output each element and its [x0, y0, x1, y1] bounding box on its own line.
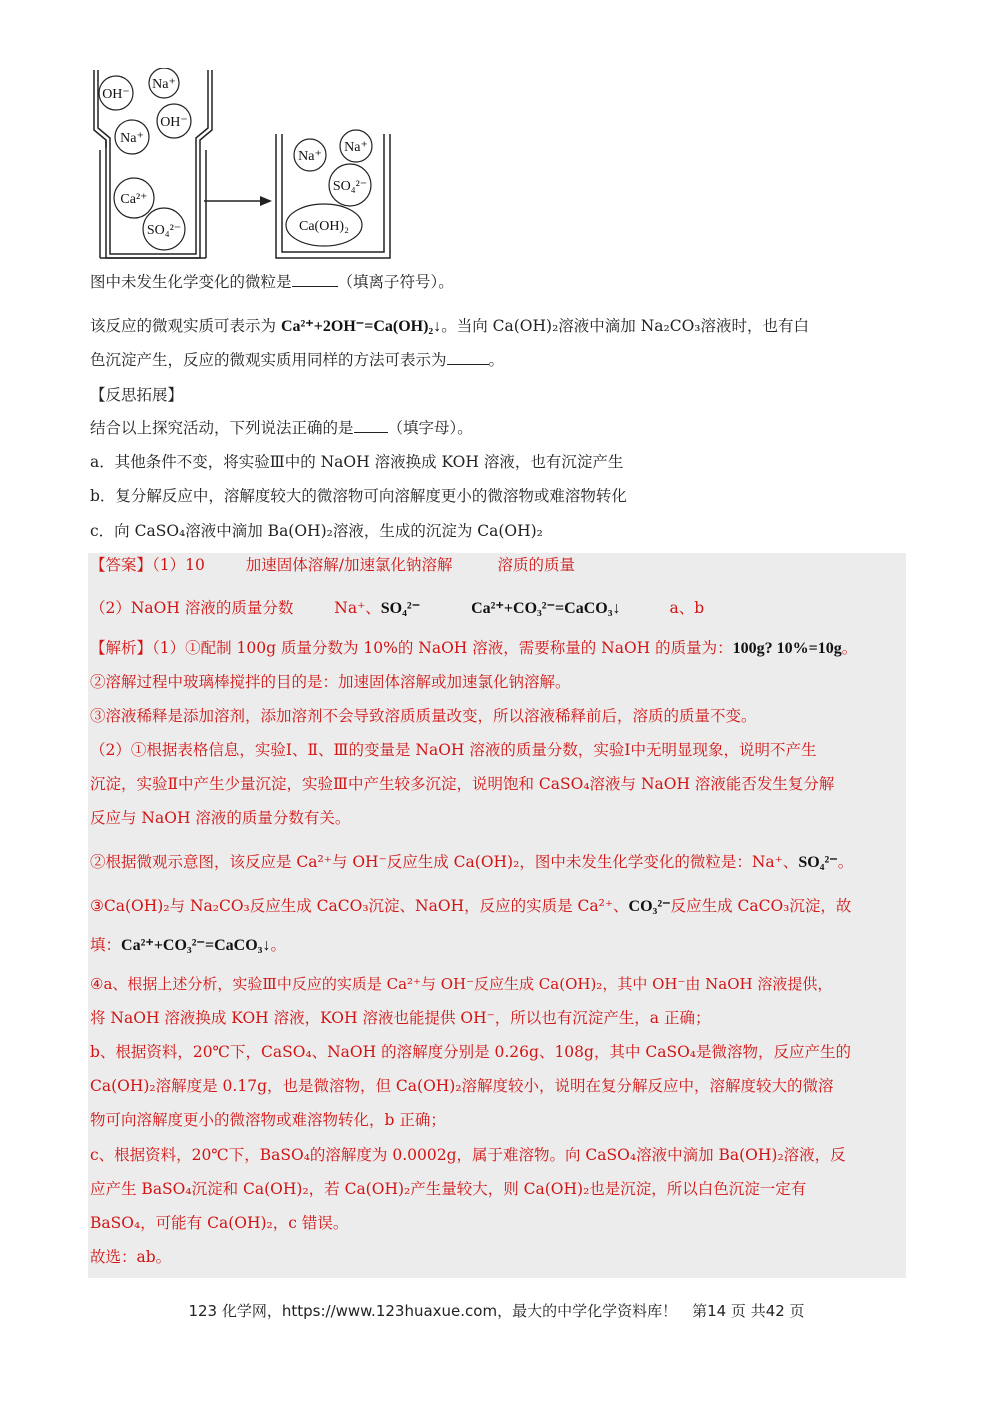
analysis-3: ③溶液稀释是添加溶剂，添加溶剂不会导致溶质质量改变，所以溶液稀释前后，溶质的质量不变。: [90, 707, 757, 725]
question-2: 图中未发生化学变化的微粒是 （填离子符号）。: [90, 273, 454, 291]
answer-line-2: （2）NaOH 溶液的质量分数 Na⁺、SO₄²⁻ Ca²⁺+CO₃²⁻=CaCO₃↓ a、b: [90, 599, 705, 617]
analysis-9b: Ca(OH)₂溶解度是 0.17g，也是微溶物，但 Ca(OH)₂溶解度较小，说明在复分解反应中，溶解度较大的微溶: [90, 1077, 834, 1095]
ion-label: Ca²⁺: [120, 192, 148, 207]
ion-label: Ca(OH)₂: [299, 219, 349, 234]
analysis-10b: 应产生 BaSO₄沉淀和 Ca(OH)₂，若 Ca(OH)₂产生量较大，则 Ca(OH)₂也是沉淀，所以白色沉淀一定有: [90, 1180, 807, 1198]
analysis-2: ②溶解过程中玻璃棒搅拌的目的是：加速固体溶解或加速氯化钠溶解。: [90, 673, 571, 691]
analysis-5: ②根据微观示意图，该反应是 Ca²⁺与 OH⁻反应生成 Ca(OH)₂，图中未发生化学变化的微粒是：Na⁺、SO₄²⁻。: [90, 853, 854, 871]
analysis-4c: 反应与 NaOH 溶液的质量分数有关。: [90, 809, 351, 827]
answer-blank: [447, 350, 489, 365]
analysis-10c: BaSO₄，可能有 Ca(OH)₂，c 错误。: [90, 1214, 349, 1232]
ion-label: SO₄²⁻: [332, 179, 368, 194]
analysis-7: 填：Ca²⁺+CO₃²⁻=CaCO₃↓。: [90, 936, 286, 954]
option-b: b．复分解反应中，溶解度较大的微溶物可向溶解度更小的微溶物或难溶物转化: [90, 487, 627, 505]
option-c: c．向 CaSO₄溶液中滴加 Ba(OH)₂溶液，生成的沉淀为 Ca(OH)₂: [90, 522, 543, 540]
reaction-arrow: [204, 196, 272, 206]
analysis-8b: 将 NaOH 溶液换成 KOH 溶液，KOH 溶液也能提供 OH⁻，所以也有沉淀产生，a 正确；: [90, 1009, 711, 1027]
answer-blank: [354, 418, 388, 433]
page-footer: 123 化学网，https://www.123huaxue.com，最大的中学化学资料库！ 第14 页 共42 页: [188, 1302, 805, 1320]
ion-label: Na⁺: [120, 131, 144, 146]
analysis-1: 【解析】（1）①配制 100g 质量分数为 10%的 NaOH 溶液，需要称量的 NaOH 的质量为：100g? 10%=10g。: [90, 639, 858, 657]
ionic-equation: Ca²⁺+2OH⁻=Ca(OH)₂↓: [280, 318, 442, 335]
ion-label: Na⁺: [298, 149, 322, 164]
analysis-4b: 沉淀，实验Ⅱ中产生少量沉淀，实验Ⅲ中产生较多沉淀，说明饱和 CaSO₄溶液与 NaOH 溶液能否发生复分解: [90, 775, 835, 793]
analysis-8a: ④a、根据上述分析，实验Ⅲ中反应的实质是 Ca²⁺与 OH⁻反应生成 Ca(OH)₂，其中 OH⁻由 NaOH 溶液提供，: [90, 975, 833, 993]
analysis-10a: c、根据资料，20℃下，BaSO₄的溶解度为 0.0002g，属于难溶物。向 CaSO₄溶液中滴加 Ba(OH)₂溶液，反: [90, 1146, 846, 1164]
analysis-11: 故选：ab。: [90, 1248, 172, 1266]
question-3: 该反应的微观实质可表示为 Ca²⁺+2OH⁻=Ca(OH)₂↓。当向 Ca(OH)₂溶液中滴加 Na₂CO₃溶液时，也有白: [90, 317, 810, 335]
ion-label: SO₄²⁻: [146, 223, 182, 238]
ion-label: Na⁺: [152, 77, 176, 92]
ion-label: OH⁻: [160, 115, 188, 130]
answer-blank: [292, 272, 338, 287]
question-3-cont: 色沉淀产生，反应的微观实质用同样的方法可表示为 。: [90, 351, 505, 369]
analysis-9a: b、根据资料，20℃下，CaSO₄、NaOH 的溶解度分别是 0.26g、108g，其中 CaSO₄是微溶物，反应产生的: [90, 1043, 852, 1061]
ion-label: Na⁺: [344, 140, 368, 155]
answer-line-1: 【答案】（1）10 加速固体溶解/加速氯化钠溶解 溶质的质量: [90, 556, 575, 574]
section-title: 【反思拓展】: [90, 386, 184, 404]
analysis-4a: （2）①根据表格信息，实验Ⅰ、Ⅱ、Ⅲ的变量是 NaOH 溶液的质量分数，实验Ⅰ中无明显现象，说明不产生: [90, 741, 817, 759]
analysis-9c: 物可向溶解度更小的微溶物或难溶物转化，b 正确；: [90, 1111, 446, 1129]
reaction-diagram: [92, 68, 397, 260]
ion-label: OH⁻: [102, 87, 130, 102]
question-4: 结合以上探究活动，下列说法正确的是 （填字母）。: [90, 419, 473, 437]
analysis-6: ③Ca(OH)₂与 Na₂CO₃反应生成 CaCO₃沉淀、NaOH，反应的实质是 Ca²⁺、CO₃²⁻反应生成 CaCO₃沉淀，故: [90, 897, 852, 915]
option-a: a．其他条件不变，将实验Ⅲ中的 NaOH 溶液换成 KOH 溶液，也有沉淀产生: [90, 453, 624, 471]
